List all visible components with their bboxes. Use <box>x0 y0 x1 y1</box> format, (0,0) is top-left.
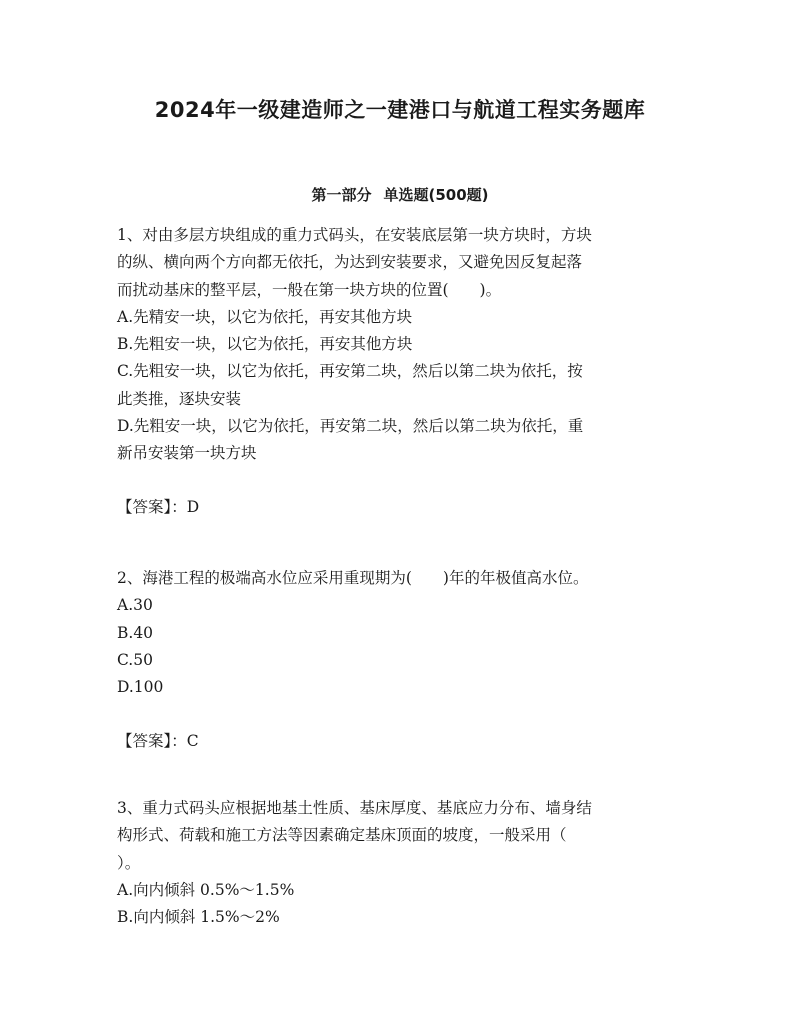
option-b: B.向内倾斜 1.5%～2% <box>117 908 280 927</box>
question-stem-line: 的纵、横向两个方向都无依托，为达到安装要求，又避免因反复起落 <box>117 253 583 272</box>
question-stem-line: ）。 <box>117 853 141 872</box>
option-d-continued: 新吊安装第一块方块 <box>117 444 257 463</box>
section-name: 单选题(500题) <box>383 186 489 204</box>
option-c: C.先粗安一块，以它为依托，再安第二块，然后以第二块为依托，按 <box>117 362 583 381</box>
question-3 <box>117 795 687 931</box>
option-d: D.100 <box>117 678 164 697</box>
option-d: D.先粗安一块，以它为依托，再安第二块，然后以第二块为依托，重 <box>117 417 584 436</box>
section-part: 第一部分 <box>311 186 372 204</box>
question-stem-line: 构形式、荷载和施工方法等因素确定基床顶面的坡度，一般采用（ <box>117 826 567 845</box>
document-title: 2024年一级建造师之一建港口与航道工程实务题库 <box>154 98 646 122</box>
option-b: B.先粗安一块，以它为依托，再安其他方块 <box>117 335 413 354</box>
answer-2 <box>117 728 687 755</box>
question-stem-line: 1、对由多层方块组成的重力式码头，在安装底层第一块方块时，方块 <box>117 226 592 244</box>
question-stem-line: 而扰动基床的整平层，一般在第一块方块的位置( )。 <box>117 280 502 299</box>
section-heading <box>0 184 800 206</box>
option-c: C.50 <box>117 650 153 669</box>
option-a: A.先精安一块，以它为依托，再安其他方块 <box>117 307 413 326</box>
question-2 <box>117 565 687 701</box>
answer-1 <box>117 494 687 521</box>
option-a: A.向内倾斜 0.5%～1.5% <box>117 880 295 899</box>
question-stem-line: 3、重力式码头应根据地基土性质、基床厚度、基底应力分布、墙身结 <box>117 799 592 817</box>
answer-text: 【答案】：D <box>117 498 200 516</box>
question-1 <box>117 222 687 468</box>
question-stem-line: 2、海港工程的极端高水位应采用重现期为( )年的年极值高水位。 <box>117 569 589 587</box>
option-c-continued: 此类推，逐块安装 <box>117 389 242 408</box>
answer-text: 【答案】：C <box>117 732 199 750</box>
option-b: B.40 <box>117 623 154 642</box>
option-a: A.30 <box>117 596 153 615</box>
